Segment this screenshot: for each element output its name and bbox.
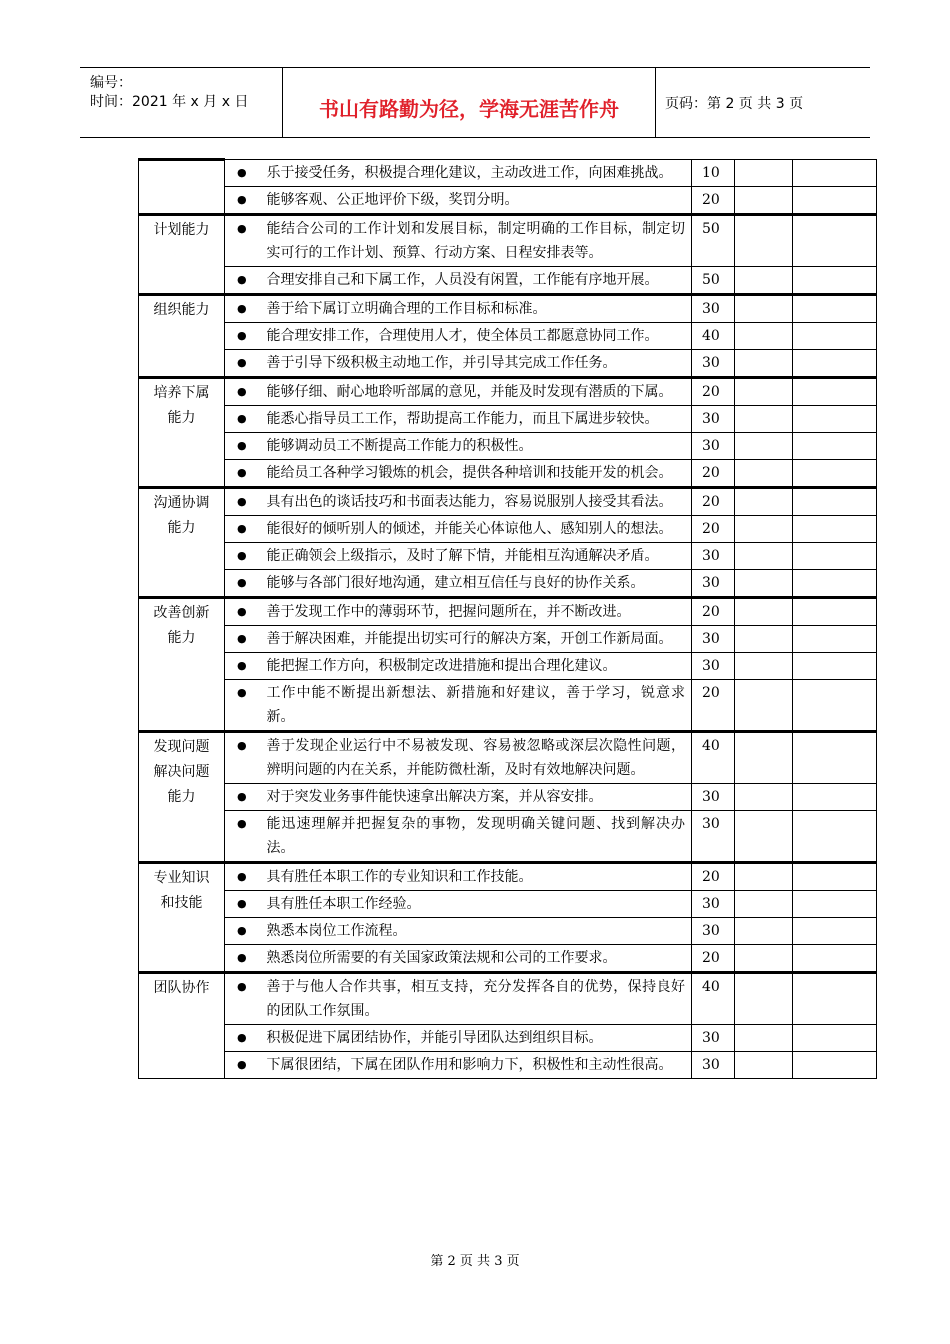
bullet-icon: ● [225,543,259,570]
header-motto: 书山有路勤为径，学海无涯苦作舟 [319,97,619,121]
score-cell-empty [735,160,793,187]
table-row [139,460,877,488]
points-cell: 20 [692,598,735,626]
score-cell-empty [735,187,793,215]
table-row [139,1052,877,1079]
header-meta [80,68,283,137]
points-cell: 50 [692,215,735,267]
score-cell-empty [735,784,793,811]
category-label: 能力 [167,630,196,646]
bullet-icon: ● [225,973,259,1025]
document-number-label: 编号： [90,75,132,91]
bullet-icon: ● [225,680,259,732]
table-row [139,570,877,598]
remark-cell-empty [793,945,877,973]
category-cell [139,295,225,378]
category-cell [139,732,225,863]
document-date-label: 时间：2021 年 x 月 x 日 [90,94,249,110]
remark-cell-empty [793,732,877,784]
remark-cell-empty [793,811,877,863]
table-row [139,918,877,945]
table-row [139,488,877,516]
remark-cell-empty [793,460,877,488]
remark-cell-empty [793,215,877,267]
bullet-icon: ● [225,433,259,460]
score-cell-empty [735,543,793,570]
remark-cell-empty [793,488,877,516]
bullet-icon: ● [225,918,259,945]
category-label: 组织能力 [153,302,210,318]
criterion-text: 能够调动员工不断提高工作能力的积极性。 [259,433,692,460]
score-cell-empty [735,598,793,626]
table-row [139,267,877,295]
score-cell-empty [735,1052,793,1079]
category-cell [139,973,225,1079]
category-label: 沟通协调 [153,495,210,511]
bullet-icon: ● [225,323,259,350]
score-cell-empty [735,811,793,863]
criterion-text: 能够仔细、耐心地聆听部属的意见，并能及时发现有潜质的下属。 [259,378,692,406]
table-row [139,433,877,460]
criterion-text: 下属很团结，下属在团队作用和影响力下，积极性和主动性很高。 [259,1052,692,1079]
remark-cell-empty [793,680,877,732]
bullet-icon: ● [225,570,259,598]
evaluation-table [138,158,877,1079]
category-label: 能力 [167,789,196,805]
category-label: 改善创新 [153,605,210,621]
category-label: 培养下属 [153,385,210,401]
remark-cell-empty [793,543,877,570]
score-cell-empty [735,680,793,732]
criterion-text: 熟悉岗位所需要的有关国家政策法规和公司的工作要求。 [259,945,692,973]
remark-cell-empty [793,598,877,626]
remark-cell-empty [793,1025,877,1052]
points-cell: 30 [692,433,735,460]
score-cell-empty [735,732,793,784]
category-label: 解决问题 [153,764,210,780]
points-cell: 30 [692,918,735,945]
criterion-text: 能迅速理解并把握复杂的事物，发现明确关键问题、找到解决办法。 [259,811,692,863]
bullet-icon: ● [225,406,259,433]
remark-cell-empty [793,267,877,295]
table-row [139,811,877,863]
points-cell: 30 [692,811,735,863]
criterion-text: 积极促进下属团结协作，并能引导团队达到组织目标。 [259,1025,692,1052]
page-footer: 第 2 页 共 3 页 [430,1254,520,1269]
bullet-icon: ● [225,598,259,626]
points-cell: 20 [692,863,735,891]
remark-cell-empty [793,784,877,811]
criterion-text: 善于发现企业运行中不易被发现、容易被忽略或深层次隐性问题，辨明问题的内在关系，并能防微杜渐，及时有效地解决问题。 [259,732,692,784]
table-row [139,323,877,350]
category-cell [139,160,225,215]
points-cell: 30 [692,570,735,598]
table-row [139,295,877,323]
score-cell-empty [735,433,793,460]
evaluation-table-body [139,160,877,1079]
table-row [139,598,877,626]
table-row [139,543,877,570]
bullet-icon: ● [225,863,259,891]
bullet-icon: ● [225,295,259,323]
criterion-text: 乐于接受任务，积极提合理化建议，主动改进工作，向困难挑战。 [259,160,692,187]
criterion-text: 善于与他人合作共事，相互支持，充分发挥各自的优势，保持良好的团队工作氛围。 [259,973,692,1025]
table-row [139,626,877,653]
criterion-text: 合理安排自己和下属工作，人员没有闲置，工作能有序地开展。 [259,267,692,295]
category-label: 能力 [167,520,196,536]
points-cell: 40 [692,973,735,1025]
table-row [139,784,877,811]
points-cell: 40 [692,323,735,350]
score-cell-empty [735,323,793,350]
criterion-text: 善于解决困难，并能提出切实可行的解决方案，开创工作新局面。 [259,626,692,653]
remark-cell-empty [793,433,877,460]
criterion-text: 能够与各部门很好地沟通，建立相互信任与良好的协作关系。 [259,570,692,598]
criterion-text: 能结合公司的工作计划和发展目标，制定明确的工作目标，制定切实可行的工作计划、预算、行动方案、日程安排表等。 [259,215,692,267]
bullet-icon: ● [225,945,259,973]
table-row [139,378,877,406]
bullet-icon: ● [225,732,259,784]
score-cell-empty [735,918,793,945]
table-row [139,945,877,973]
category-cell [139,598,225,732]
criterion-text: 能给员工各种学习锻炼的机会，提供各种培训和技能开发的机会。 [259,460,692,488]
points-cell: 10 [692,160,735,187]
bullet-icon: ● [225,784,259,811]
criterion-text: 善于给下属订立明确合理的工作目标和标准。 [259,295,692,323]
score-cell-empty [735,626,793,653]
remark-cell-empty [793,295,877,323]
remark-cell-empty [793,570,877,598]
category-label: 和技能 [160,895,203,911]
bullet-icon: ● [225,1052,259,1079]
criterion-text: 能悉心指导员工工作，帮助提高工作能力，而且下属进步较快。 [259,406,692,433]
points-cell: 20 [692,516,735,543]
criterion-text: 熟悉本岗位工作流程。 [259,918,692,945]
points-cell: 30 [692,543,735,570]
bullet-icon: ● [225,1025,259,1052]
points-cell: 30 [692,1052,735,1079]
bullet-icon: ● [225,215,259,267]
points-cell: 40 [692,732,735,784]
points-cell: 30 [692,1025,735,1052]
page-header [80,67,870,138]
category-label: 能力 [167,410,196,426]
remark-cell-empty [793,160,877,187]
score-cell-empty [735,570,793,598]
header-page-cell [656,68,870,137]
score-cell-empty [735,215,793,267]
points-cell: 30 [692,406,735,433]
criterion-text: 能够客观、公正地评价下级，奖罚分明。 [259,187,692,215]
header-page-number: 页码：第 2 页 共 3 页 [665,96,804,112]
criterion-text: 能合理安排工作，合理使用人才，使全体员工都愿意协同工作。 [259,323,692,350]
table-row [139,187,877,215]
bullet-icon: ● [225,516,259,543]
points-cell: 20 [692,187,735,215]
remark-cell-empty [793,626,877,653]
remark-cell-empty [793,1052,877,1079]
remark-cell-empty [793,891,877,918]
criterion-text: 善于引导下级积极主动地工作，并引导其完成工作任务。 [259,350,692,378]
points-cell: 20 [692,460,735,488]
criterion-text: 能很好的倾听别人的倾述，并能关心体谅他人、感知别人的想法。 [259,516,692,543]
score-cell-empty [735,488,793,516]
score-cell-empty [735,863,793,891]
bullet-icon: ● [225,187,259,215]
table-row [139,732,877,784]
table-row [139,516,877,543]
points-cell: 20 [692,680,735,732]
criterion-text: 具有胜任本职工作的专业知识和工作技能。 [259,863,692,891]
bullet-icon: ● [225,891,259,918]
table-row [139,863,877,891]
points-cell: 30 [692,891,735,918]
category-label: 专业知识 [153,870,210,886]
header-motto-cell [283,68,656,137]
points-cell: 30 [692,626,735,653]
criterion-text: 能把握工作方向，积极制定改进措施和提出合理化建议。 [259,653,692,680]
remark-cell-empty [793,406,877,433]
criterion-text: 工作中能不断提出新想法、新措施和好建议，善于学习，锐意求新。 [259,680,692,732]
category-cell [139,215,225,295]
remark-cell-empty [793,378,877,406]
score-cell-empty [735,460,793,488]
remark-cell-empty [793,516,877,543]
category-cell [139,378,225,488]
score-cell-empty [735,653,793,680]
criterion-text: 具有出色的谈话技巧和书面表达能力，容易说服别人接受其看法。 [259,488,692,516]
points-cell: 30 [692,653,735,680]
remark-cell-empty [793,323,877,350]
table-row [139,160,877,187]
score-cell-empty [735,295,793,323]
criterion-text: 能正确领会上级指示，及时了解下情，并能相互沟通解决矛盾。 [259,543,692,570]
category-label: 发现问题 [153,739,210,755]
criterion-text: 具有胜任本职工作经验。 [259,891,692,918]
score-cell-empty [735,945,793,973]
points-cell: 20 [692,378,735,406]
table-row [139,973,877,1025]
bullet-icon: ● [225,653,259,680]
score-cell-empty [735,267,793,295]
bullet-icon: ● [225,811,259,863]
remark-cell-empty [793,973,877,1025]
score-cell-empty [735,973,793,1025]
score-cell-empty [735,350,793,378]
table-row [139,406,877,433]
table-row [139,680,877,732]
remark-cell-empty [793,350,877,378]
category-cell [139,488,225,598]
remark-cell-empty [793,863,877,891]
table-row [139,653,877,680]
score-cell-empty [735,891,793,918]
table-row [139,891,877,918]
remark-cell-empty [793,918,877,945]
score-cell-empty [735,516,793,543]
category-label: 团队协作 [153,980,210,996]
points-cell: 50 [692,267,735,295]
points-cell: 30 [692,350,735,378]
bullet-icon: ● [225,626,259,653]
points-cell: 30 [692,784,735,811]
bullet-icon: ● [225,267,259,295]
bullet-icon: ● [225,350,259,378]
bullet-icon: ● [225,460,259,488]
points-cell: 20 [692,945,735,973]
criterion-text: 善于发现工作中的薄弱环节，把握问题所在，并不断改进。 [259,598,692,626]
score-cell-empty [735,1025,793,1052]
score-cell-empty [735,406,793,433]
table-row [139,350,877,378]
bullet-icon: ● [225,378,259,406]
remark-cell-empty [793,653,877,680]
remark-cell-empty [793,187,877,215]
category-label: 计划能力 [153,222,210,238]
table-row [139,1025,877,1052]
bullet-icon: ● [225,488,259,516]
bullet-icon: ● [225,160,259,187]
category-cell [139,863,225,973]
table-row [139,215,877,267]
score-cell-empty [735,378,793,406]
points-cell: 30 [692,295,735,323]
points-cell: 20 [692,488,735,516]
criterion-text: 对于突发业务事件能快速拿出解决方案，并从容安排。 [259,784,692,811]
